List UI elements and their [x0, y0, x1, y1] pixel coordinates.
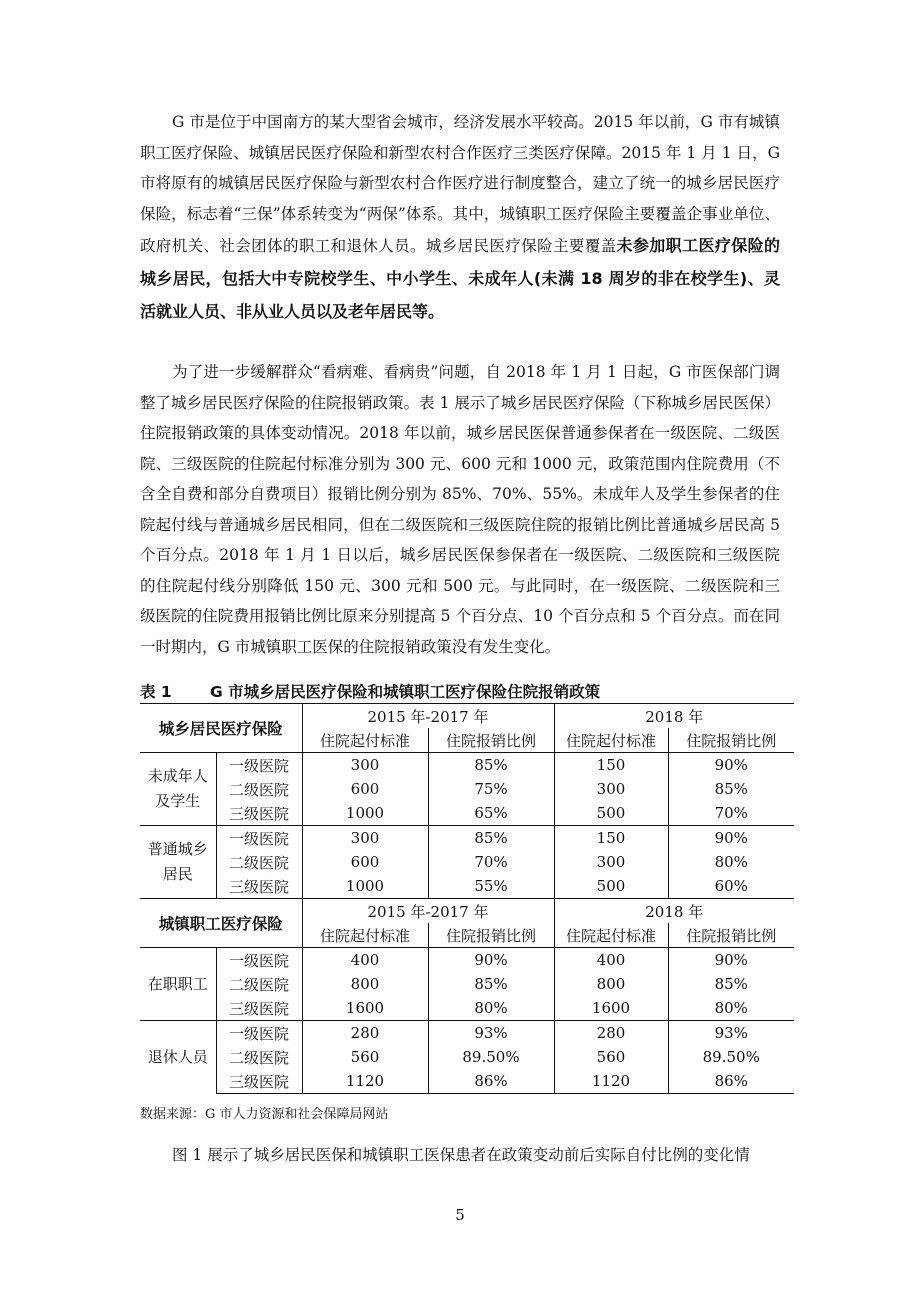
table-row — [140, 753, 794, 778]
table-cell: 800 — [554, 972, 668, 996]
table-cell: 560 — [554, 1045, 668, 1069]
table-cell: 150 — [554, 753, 668, 778]
table-cell: 65% — [428, 801, 554, 826]
table-cell: 70% — [714, 804, 748, 822]
level-cell: 一级医院 — [216, 826, 302, 851]
column-header: 住院报销比例 — [686, 731, 777, 750]
page-number: 5 — [455, 1206, 465, 1224]
table-cell: 1000 — [302, 801, 428, 826]
table-cell: 89.50% — [428, 1045, 554, 1069]
table-header-row — [140, 899, 794, 924]
paragraph-1 — [140, 107, 780, 328]
period-header: 2018 年 — [554, 899, 794, 924]
table-row — [140, 1069, 794, 1094]
table-cell: 86% — [428, 1069, 554, 1094]
table-row — [140, 1021, 794, 1046]
table-row — [140, 1045, 794, 1069]
level-cell: 三级医院 — [216, 996, 302, 1021]
level-cell: 三级医院 — [216, 874, 302, 899]
period-header: 2018 年 — [554, 704, 794, 729]
table-cell: 1600 — [554, 996, 668, 1021]
column-header: 住院起付标准 — [302, 923, 428, 948]
table-cell: 280 — [302, 1021, 428, 1046]
column-header: 住院起付标准 — [302, 728, 428, 753]
table-row — [140, 777, 794, 801]
table-row — [140, 996, 794, 1021]
table-cell: 560 — [302, 1045, 428, 1069]
table-cell: 90% — [668, 948, 794, 973]
table-cell: 85% — [428, 972, 554, 996]
table-cell: 500 — [554, 874, 668, 899]
group-label: 退休人员 — [140, 1021, 216, 1094]
column-header: 住院起付标准 — [554, 923, 668, 948]
table-cell: 400 — [554, 948, 668, 973]
table-row — [140, 850, 794, 874]
table-cell: 300 — [302, 826, 428, 851]
table-title: G 市城乡居民医疗保险和城镇职工医疗保险住院报销政策 — [210, 683, 601, 701]
paragraph-2-text: 为了进一步缓解群众“看病难、看病贵”问题，自 2018 年 1 月 1 日起，G 市医保部门调整了城乡居民医疗保险的住院报销政策。表 1 展示了城乡居民医疗保险（下称城乡居民医保）住院报销政策的具体变动情况。2018 年以前，城乡居民医保普通参保者在一级医院、二级医院、三级医院的住院起付标准分别为 300 元、600 元和 1000 元，政策范围内住院费用（不含全自费和部分自费项目）报销比例分别为 85%、70%、55%。未成年人及学生参保者的住院起付线与普通城乡居民相同，但在二级医院和三级医院住院的报销比例比普通城乡居民高 5 个百分点。2018 年 1 月 1 日以后，城乡居民医保参保者在一级医院、二级医院和三级医院的住院起付线分别降低 150 元、300 元和 500 元。与此同时，在一级医院、二级医院和三级医院的住院费用报销比例比原来分别提高 5 个百分点、10 个百分点和 5 个百分点。而在同一时期内，G 市城镇职工医保的住院报销政策没有发生变化。 — [140, 363, 780, 656]
level-cell: 一级医院 — [216, 753, 302, 778]
column-header: 住院报销比例 — [428, 728, 554, 753]
table-cell: 85% — [714, 780, 748, 798]
table-cell: 1000 — [302, 874, 428, 899]
table-cell: 90% — [668, 826, 794, 851]
table-cell: 70% — [428, 850, 554, 874]
period-header: 2015 年-2017 年 — [302, 704, 554, 729]
paragraph-3-text: 图 1 展示了城乡居民医保和城镇职工医保患者在政策变动前后实际自付比例的变化情 — [172, 1146, 750, 1164]
level-cell: 三级医院 — [216, 801, 302, 826]
table-row — [140, 874, 794, 899]
table-cell: 90% — [668, 753, 794, 778]
table-header-row — [140, 704, 794, 729]
level-cell: 一级医院 — [216, 1021, 302, 1046]
table-cell: 80% — [714, 853, 748, 871]
table-cell: 280 — [554, 1021, 668, 1046]
paragraph-3 — [140, 1140, 780, 1170]
column-header: 住院报销比例 — [428, 923, 554, 948]
table-cell: 93% — [668, 1021, 794, 1046]
table-cell: 90% — [428, 948, 554, 973]
policy-table — [140, 703, 794, 1094]
table-cell: 80% — [428, 996, 554, 1021]
table-cell: 89.50% — [702, 1048, 760, 1066]
table-cell: 55% — [428, 874, 554, 899]
table-number: 表 1 — [140, 683, 172, 701]
level-cell: 三级医院 — [216, 1069, 302, 1094]
data-source-note: 数据来源：G 市人力资源和社会保障局网站 — [140, 1107, 389, 1122]
table-cell: 1120 — [554, 1069, 668, 1094]
table-caption — [140, 680, 600, 702]
table-cell: 75% — [428, 777, 554, 801]
table-cell: 60% — [714, 877, 748, 895]
table-cell: 400 — [302, 948, 428, 973]
table-cell: 500 — [554, 801, 668, 826]
table-row — [140, 972, 794, 996]
group-label: 在职职工 — [140, 948, 216, 1021]
section-label: 城镇职工医疗保险 — [140, 899, 302, 948]
section-label: 城乡居民医疗保险 — [140, 704, 302, 753]
paragraph-1-bold-text: 未参加职工医疗保险的城乡居民，包括大中专院校学生、中小学生、未成年人(未满 18 周岁的非在校学生)、灵活就业人员、非从业人员以及老年居民等。 — [140, 236, 780, 321]
level-cell: 二级医院 — [216, 972, 302, 996]
level-cell: 二级医院 — [216, 1045, 302, 1069]
period-header: 2015 年-2017 年 — [302, 899, 554, 924]
table-cell: 300 — [302, 753, 428, 778]
table-cell: 85% — [714, 975, 748, 993]
group-label: 普通城乡 居民 — [140, 826, 216, 899]
level-cell: 二级医院 — [216, 777, 302, 801]
group-label: 未成年人 及学生 — [140, 753, 216, 826]
table-cell: 150 — [554, 826, 668, 851]
column-header: 住院报销比例 — [686, 926, 777, 945]
column-header: 住院起付标准 — [554, 728, 668, 753]
table-row — [140, 948, 794, 973]
table-cell: 93% — [428, 1021, 554, 1046]
paragraph-2 — [140, 357, 780, 662]
table-cell: 600 — [302, 777, 428, 801]
table-row — [140, 826, 794, 851]
table-cell: 800 — [302, 972, 428, 996]
table-cell: 1600 — [302, 996, 428, 1021]
table-cell: 85% — [428, 826, 554, 851]
paragraph-1-text: G 市是位于中国南方的某大型省会城市，经济发展水平较高。2015 年以前，G 市有城镇职工医疗保险、城镇居民医疗保险和新型农村合作医疗三类医疗保障。2015 年 1 月 1 日，G 市将原有的城镇居民医疗保险与新型农村合作医疗进行制度整合，建立了统一的城乡居民医疗保险，标志着“三保”体系转变为“两保”体系。其中，城镇职工医疗保险主要覆盖企事业单位、政府机关、社会团体的职工和退休人员。城乡居民医疗保险主要覆盖 — [140, 113, 780, 255]
table-cell: 86% — [668, 1069, 794, 1094]
table-cell: 300 — [554, 850, 668, 874]
level-cell: 二级医院 — [216, 850, 302, 874]
table-cell: 1120 — [302, 1069, 428, 1094]
level-cell: 一级医院 — [216, 948, 302, 973]
table-cell: 300 — [554, 777, 668, 801]
table-cell: 600 — [302, 850, 428, 874]
table-cell: 85% — [428, 753, 554, 778]
table-cell: 80% — [714, 999, 748, 1017]
table-row — [140, 801, 794, 826]
